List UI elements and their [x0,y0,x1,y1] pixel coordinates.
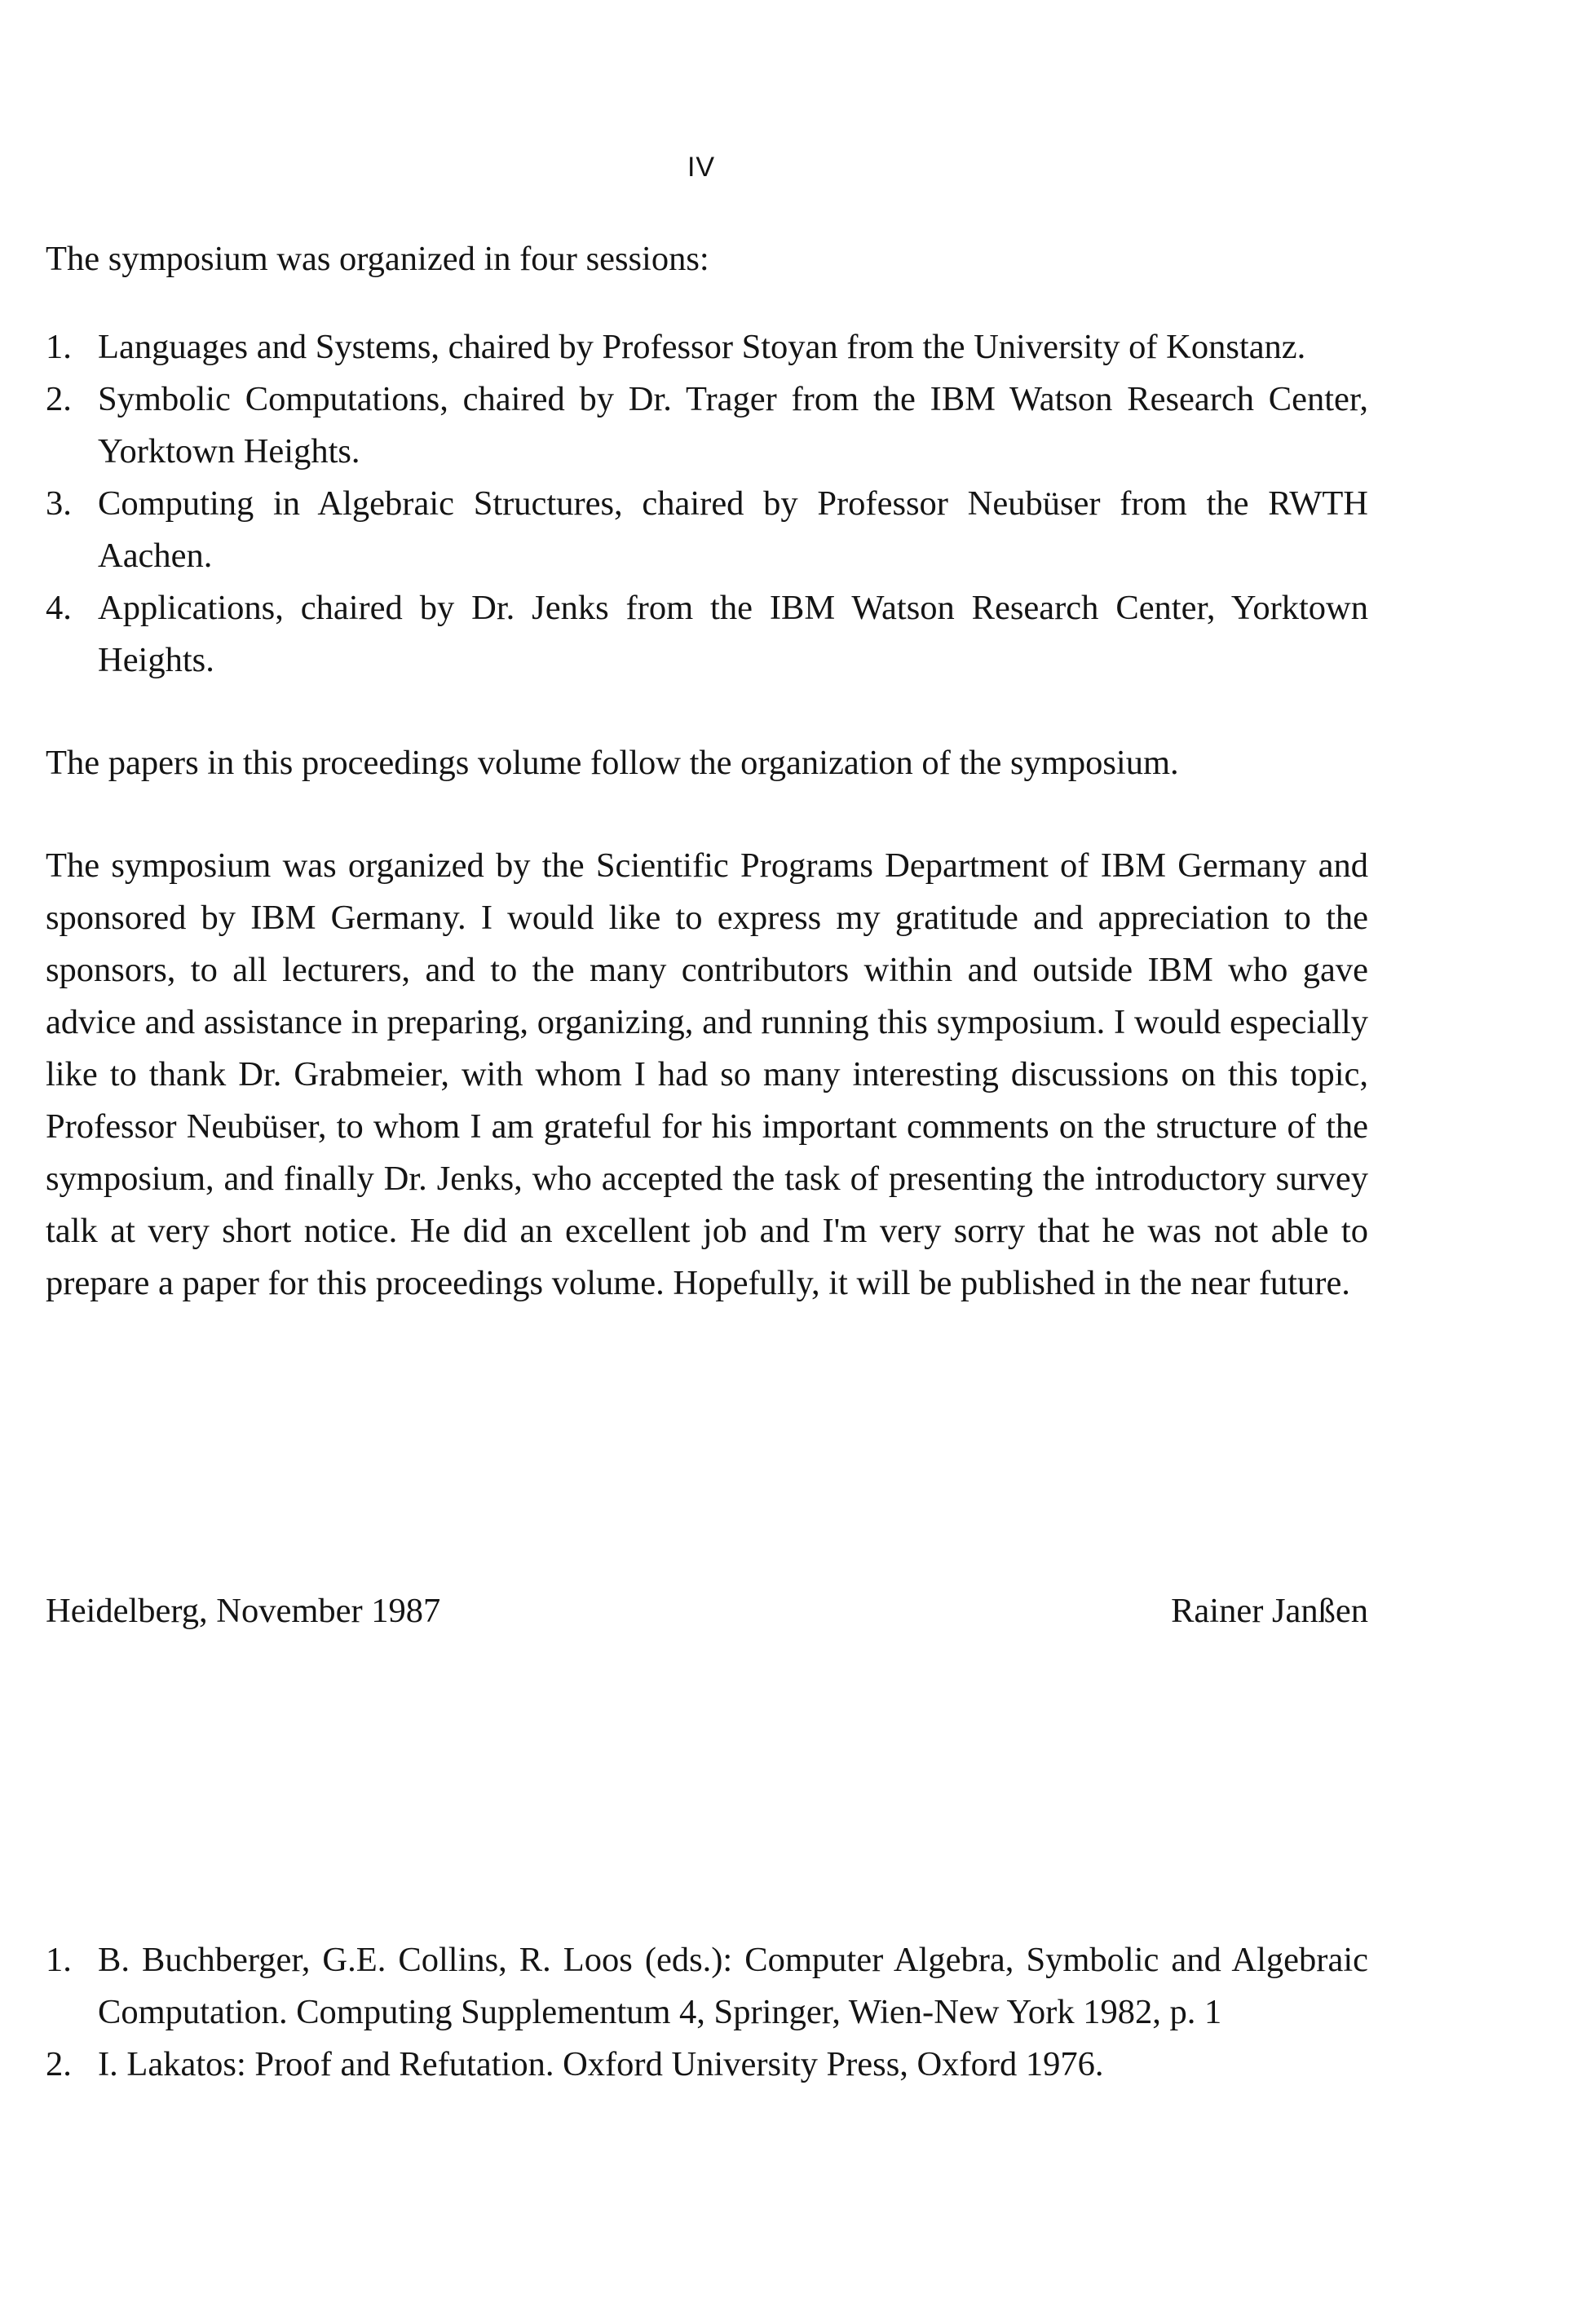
reference-item [46,1934,1368,2039]
sessions-list [46,321,1368,687]
author-name: Rainer Janßen [1171,1592,1368,1630]
session-number: 2. [46,380,72,418]
session-number: 3. [46,484,72,523]
sessions-intro: The symposium was organized in four sessions: [46,240,709,278]
reference-number: 1. [46,1941,72,1979]
preface-body [46,233,1368,1310]
references-section [46,1934,1368,2091]
session-number: 4. [46,589,72,627]
reference-text: I. Lakatos: Proof and Refutation. Oxford University Press, Oxford 1976. [98,2045,1104,2083]
session-text: Applications, chaired by Dr. Jenks from the IBM Watson Research Center, Yorktown Heights. [98,589,1368,679]
reference-number: 2. [46,2045,72,2083]
session-item [46,321,1368,373]
session-item [46,373,1368,478]
session-item [46,582,1368,687]
session-text: Symbolic Computations, chaired by Dr. Trager from the IBM Watson Research Center, Yorktown Heights. [98,380,1368,471]
reference-text: B. Buchberger, G.E. Collins, R. Loos (eds.): Computer Algebra, Symbolic and Algebraic Computation. Computing Supplementum 4, Springer, Wien-New York 1982, p. 1 [98,1941,1368,2031]
place-date: Heidelberg, November 1987 [46,1592,441,1630]
session-text: Computing in Algebraic Structures, chaired by Professor Neubüser from the RWTH Aachen. [98,484,1368,575]
page-number: IV [687,152,716,183]
acknowledgement-paragraph: The symposium was organized by the Scientific Programs Department of IBM Germany and sponsored by IBM Germany. I would like to express my gratitude and appreciation to the sponsors, to all lecturers, and to the many contributors within and outside IBM who gave advice and assistance in preparing, organizing, and running this symposium. I would especially like to thank Dr. Grabmeier, with whom I had so many interesting discussions on this topic, Professor Neubüser, to whom I am grateful for his important comments on the structure of the symposium, and finally Dr. Jenks, who accepted the task of presenting the introductory survey talk at very short notice. He did an excellent job and I'm very sorry that he was not able to prepare a paper for this proceedings volume. Hopefully, it will be published in the near future. [46,846,1368,1302]
session-item [46,478,1368,582]
references-list [46,1934,1368,2091]
signature-line [46,1585,1368,1637]
reference-item [46,2039,1368,2091]
session-text: Languages and Systems, chaired by Professor Stoyan from the University of Konstanz. [98,328,1306,366]
papers-paragraph: The papers in this proceedings volume follow the organization of the symposium. [46,744,1179,782]
session-number: 1. [46,328,72,366]
